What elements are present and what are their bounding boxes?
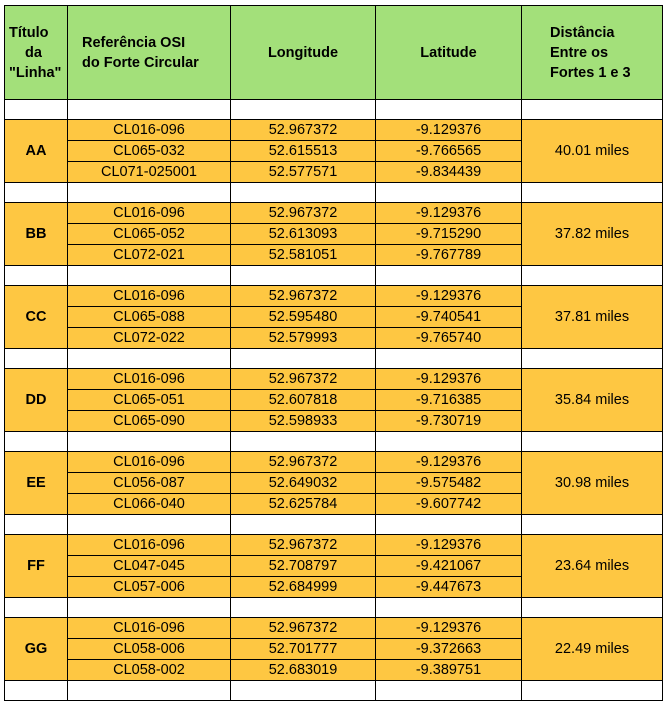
longitude-cell: 52.967372 [231,535,376,556]
spacer-cell [5,515,68,535]
spacer-row [5,266,663,286]
spacer-cell [68,598,231,618]
spacer-cell [231,183,376,203]
longitude-cell: 52.615513 [231,141,376,162]
spacer-cell [376,183,522,203]
table-row [5,286,663,307]
spacer-cell [231,349,376,369]
spacer-cell [522,432,663,452]
spacer-row [5,515,663,535]
reference-cell: CL016-096 [68,120,231,141]
spacer-cell [376,432,522,452]
reference-cell: CL016-096 [68,452,231,473]
longitude-cell: 52.579993 [231,328,376,349]
spacer-cell [5,100,68,120]
longitude-cell: 52.967372 [231,618,376,639]
reference-cell: CL016-096 [68,286,231,307]
latitude-cell: -9.129376 [376,286,522,307]
spacer-cell [68,183,231,203]
spacer-cell [522,183,663,203]
latitude-cell: -9.767789 [376,245,522,266]
longitude-cell: 52.967372 [231,369,376,390]
latitude-cell: -9.129376 [376,369,522,390]
reference-cell: CL065-090 [68,411,231,432]
distance-cell: 35.84 miles [522,369,663,432]
spacer-cell [5,266,68,286]
reference-cell: CL016-096 [68,535,231,556]
spacer-cell [376,266,522,286]
header-latitude: Latitude [376,6,522,100]
reference-cell: CL072-021 [68,245,231,266]
spacer-cell [68,266,231,286]
distance-cell: 40.01 miles [522,120,663,183]
latitude-cell: -9.372663 [376,639,522,660]
header-title-line: Título [9,24,49,41]
reference-cell: CL072-022 [68,328,231,349]
spacer-row [5,183,663,203]
longitude-cell: 52.595480 [231,307,376,328]
spacer-row [5,681,663,701]
latitude-cell: -9.575482 [376,473,522,494]
group-title: GG [5,618,68,681]
spacer-cell [231,598,376,618]
latitude-cell: -9.715290 [376,224,522,245]
distance-cell: 23.64 miles [522,535,663,598]
reference-cell: CL016-096 [68,618,231,639]
header-reference-line: Referência OSI [82,34,186,51]
reference-cell: CL065-052 [68,224,231,245]
longitude-cell: 52.701777 [231,639,376,660]
spacer-cell [376,349,522,369]
spacer-row [5,598,663,618]
longitude-cell: 52.684999 [231,577,376,598]
reference-cell: CL065-088 [68,307,231,328]
latitude-cell: -9.740541 [376,307,522,328]
spacer-cell [68,681,231,701]
distance-cell: 37.82 miles [522,203,663,266]
spacer-cell [68,432,231,452]
latitude-cell: -9.607742 [376,494,522,515]
header-distance [522,6,663,100]
header-title [5,6,68,100]
latitude-cell: -9.129376 [376,452,522,473]
spacer-cell [5,598,68,618]
latitude-cell: -9.129376 [376,618,522,639]
distance-cell: 37.81 miles [522,286,663,349]
reference-cell: CL047-045 [68,556,231,577]
spacer-cell [231,266,376,286]
latitude-cell: -9.447673 [376,577,522,598]
longitude-cell: 52.581051 [231,245,376,266]
longitude-cell: 52.967372 [231,452,376,473]
latitude-cell: -9.421067 [376,556,522,577]
longitude-cell: 52.708797 [231,556,376,577]
longitude-cell: 52.649032 [231,473,376,494]
table-row [5,535,663,556]
latitude-cell: -9.129376 [376,120,522,141]
spacer-cell [68,515,231,535]
reference-cell: CL058-006 [68,639,231,660]
latitude-cell: -9.766565 [376,141,522,162]
longitude-cell: 52.577571 [231,162,376,183]
group-title: DD [5,369,68,432]
group-title: EE [5,452,68,515]
header-reference-line: do Forte Circular [82,54,199,71]
longitude-cell: 52.598933 [231,411,376,432]
latitude-cell: -9.129376 [376,203,522,224]
table-row [5,618,663,639]
latitude-cell: -9.730719 [376,411,522,432]
group-title: FF [5,535,68,598]
header-distance-line: Distância [550,24,615,41]
latitude-cell: -9.716385 [376,390,522,411]
reference-cell: CL066-040 [68,494,231,515]
spacer-cell [376,598,522,618]
reference-cell: CL065-051 [68,390,231,411]
latitude-cell: -9.389751 [376,660,522,681]
spacer-cell [376,515,522,535]
latitude-cell: -9.765740 [376,328,522,349]
distance-cell: 22.49 miles [522,618,663,681]
reference-cell: CL057-006 [68,577,231,598]
spacer-cell [376,100,522,120]
spacer-cell [5,183,68,203]
longitude-cell: 52.683019 [231,660,376,681]
table-row [5,369,663,390]
spacer-cell [522,349,663,369]
header-row [5,6,663,100]
reference-cell: CL016-096 [68,203,231,224]
forts-table [4,5,663,701]
spacer-cell [376,681,522,701]
header-distance-line: Fortes 1 e 3 [550,64,631,81]
reference-cell: CL056-087 [68,473,231,494]
spacer-cell [68,349,231,369]
longitude-cell: 52.613093 [231,224,376,245]
reference-cell: CL016-096 [68,369,231,390]
latitude-cell: -9.834439 [376,162,522,183]
table-row [5,203,663,224]
spacer-cell [522,681,663,701]
header-reference [68,6,231,100]
reference-cell: CL058-002 [68,660,231,681]
group-title: AA [5,120,68,183]
longitude-cell: 52.625784 [231,494,376,515]
table-body [5,100,663,701]
header-longitude: Longitude [231,6,376,100]
spacer-cell [522,598,663,618]
longitude-cell: 52.967372 [231,203,376,224]
latitude-cell: -9.129376 [376,535,522,556]
spacer-cell [231,100,376,120]
spacer-cell [231,515,376,535]
spacer-cell [522,266,663,286]
header-title-line: "Linha" [9,64,62,81]
longitude-cell: 52.607818 [231,390,376,411]
spacer-row [5,100,663,120]
group-title: CC [5,286,68,349]
reference-cell: CL065-032 [68,141,231,162]
spacer-row [5,349,663,369]
spacer-cell [522,100,663,120]
spacer-cell [5,681,68,701]
spacer-cell [231,432,376,452]
spacer-row [5,432,663,452]
spacer-cell [5,349,68,369]
spacer-cell [231,681,376,701]
header-title-line: da [25,44,42,61]
header-distance-line: Entre os [550,44,609,61]
spacer-cell [68,100,231,120]
group-title: BB [5,203,68,266]
distance-cell: 30.98 miles [522,452,663,515]
spacer-cell [522,515,663,535]
spacer-cell [5,432,68,452]
table-row [5,452,663,473]
longitude-cell: 52.967372 [231,120,376,141]
longitude-cell: 52.967372 [231,286,376,307]
reference-cell: CL071-025001 [68,162,231,183]
table-row [5,120,663,141]
